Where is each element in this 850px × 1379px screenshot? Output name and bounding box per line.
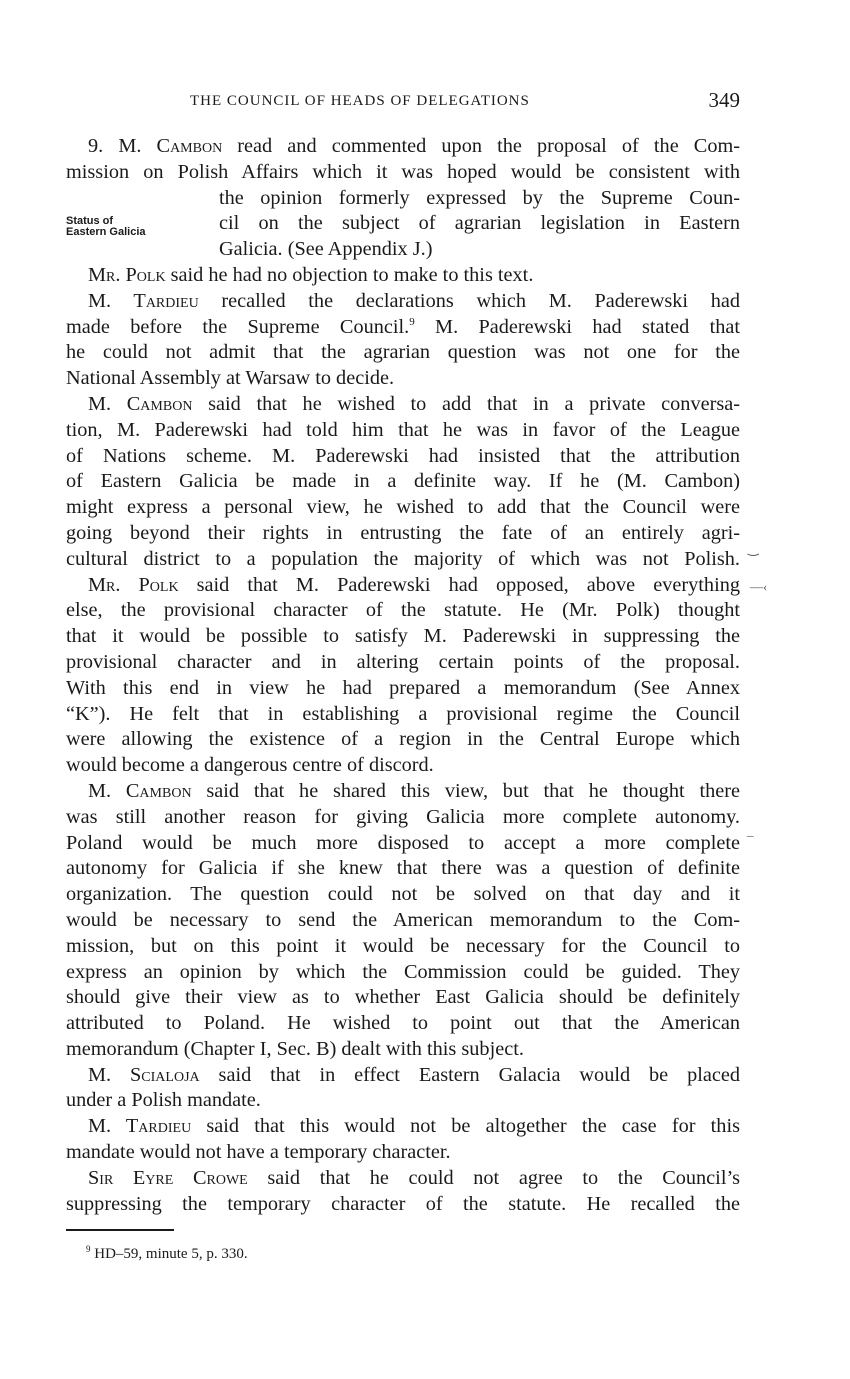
body-text: [66, 134, 740, 1217]
text-line: he could not admit that the agrarian question was not one for the: [66, 341, 740, 364]
footnote-reference[interactable]: 9: [409, 315, 415, 328]
speaker-name: M. Tardieu: [88, 1115, 192, 1138]
text-line: of Nations scheme. M. Paderewski had insisted that the attribution: [66, 444, 740, 467]
text-line: suppressing the temporary character of the statute. He recalled the: [66, 1192, 740, 1215]
speaker-name: M. Tardieu: [88, 289, 199, 312]
text-line: provisional character and in altering certain points of the proposal.: [66, 650, 740, 673]
text-line: under a Polish mandate.: [66, 1089, 261, 1112]
text-line: would become a dangerous centre of discord.: [66, 754, 434, 777]
footnote-mark: 9: [86, 1244, 91, 1254]
paragraph-polk-2: [66, 573, 740, 779]
margin-note-line: Status of: [66, 215, 114, 227]
footnote-text: HD–59, minute 5, p. 330.: [90, 1246, 248, 1262]
margin-pencil-mark: ‿: [748, 541, 759, 556]
paragraph-tardieu-2: [66, 1114, 740, 1166]
speaker-name: M. Cambon: [118, 135, 223, 157]
paragraph-cambon-3: [66, 779, 740, 1063]
text-line: tion, M. Paderewski had told him that he was in favor of the League: [66, 418, 740, 441]
text-line: “K”). He felt that in establishing a provisional regime the Council: [66, 702, 740, 725]
text-line: Galicia. (See Appendix J.): [219, 238, 433, 261]
text-line: Sir Eyre Crowe said that he could not agree to the Council’s: [88, 1166, 740, 1189]
paragraph-9-cambon: [66, 134, 740, 263]
text-line: Mr. Polk said that M. Paderewski had opposed, above everything: [88, 573, 740, 596]
text-line: M. Tardieu recalled the declarations which M. Paderewski had: [88, 289, 740, 312]
text-line: should give their view as to whether East Galicia should be definitely: [66, 986, 740, 1009]
paragraph-crowe: [66, 1166, 740, 1218]
text-line: M. Scialoja said that in effect Eastern Galacia would be placed: [88, 1063, 740, 1086]
margin-note-line: Eastern Galicia: [66, 226, 146, 238]
text-line: M. Cambon said that he wished to add that in a private conversa-: [88, 392, 740, 415]
margin-pencil-mark: _: [747, 823, 754, 838]
paragraph-polk-1: [66, 263, 740, 289]
text-line: might express a personal view, he wished to add that the Council were: [66, 496, 740, 519]
paragraph-scialoja: [66, 1063, 740, 1115]
text-line: autonomy for Galicia if she knew that there was a question of definite: [66, 857, 740, 880]
text-line: Mr. Polk said he had no objection to make to this text.: [88, 263, 534, 286]
speaker-name: Mr. Polk: [88, 263, 166, 286]
text-line: mission on Polish Affairs which it was hoped would be consistent with: [66, 160, 740, 183]
text-line: M. Cambon said that he shared this view, but that he thought there: [88, 779, 740, 802]
text-line: cultural district to a population the majority of which was not Polish.: [66, 547, 740, 570]
page-header: [66, 88, 740, 116]
speaker-name: M. Cambon: [88, 392, 193, 415]
text-line: were allowing the existence of a region in the Central Europe which: [66, 728, 740, 751]
margin-pencil-mark: —‹: [750, 579, 768, 594]
text-line: express an opinion by which the Commission could be guided. They: [66, 960, 740, 983]
speaker-name: Sir Eyre Crowe: [88, 1166, 248, 1189]
text-line: the opinion formerly expressed by the Supreme Coun-: [219, 186, 740, 209]
text-line: National Assembly at Warsaw to decide.: [66, 367, 395, 390]
text-line: that it would be possible to satisfy M. Paderewski in suppressing the: [66, 625, 740, 648]
speaker-name: M. Scialoja: [88, 1063, 200, 1086]
page-number: 349: [708, 88, 740, 112]
text-line: was still another reason for giving Galicia more complete autonomy.: [66, 805, 740, 828]
text-line: going beyond their rights in entrusting the fate of an entirely agri-: [66, 521, 740, 544]
running-head: THE COUNCIL OF HEADS OF DELEGATIONS: [190, 93, 530, 109]
speaker-name: Mr. Polk: [88, 573, 179, 596]
speaker-name: M. Cambon: [88, 779, 192, 802]
text-line: M. Tardieu said that this would not be altogether the case for this: [88, 1115, 740, 1138]
text-line: memorandum (Chapter I, Sec. B) dealt with this subject.: [66, 1037, 524, 1060]
paragraph-cambon-2: [66, 392, 740, 573]
text-line: 9. M. Cambon read and commented upon the proposal of the Com-: [88, 135, 741, 157]
text-line: mission, but on this point it would be necessary for the Council to: [66, 934, 740, 957]
footnote: [86, 1246, 248, 1263]
text-line: mandate would not have a temporary character.: [66, 1141, 451, 1164]
text-line: made before the Supreme Council.$^9$ M. Paderewski had stated that: [66, 315, 740, 338]
text-line: cil on the subject of agrarian legislation in Eastern: [219, 212, 740, 235]
text-line: Poland would be much more disposed to accept a more complete: [66, 831, 740, 854]
text-line: organization. The question could not be solved on that day and it: [66, 883, 740, 906]
footnote-rule: [66, 1229, 174, 1231]
text-line: With this end in view he had prepared a memorandum (See Annex: [66, 676, 740, 699]
text-line: attributed to Poland. He wished to point out that the American: [66, 1012, 740, 1035]
text-line: of Eastern Galicia be made in a definite way. If he (M. Cambon): [66, 470, 740, 493]
paragraph-tardieu-1: [66, 289, 740, 392]
text-line: would be necessary to send the American memorandum to the Com-: [66, 908, 740, 931]
text-line: else, the provisional character of the statute. He (Mr. Polk) thought: [66, 599, 740, 622]
